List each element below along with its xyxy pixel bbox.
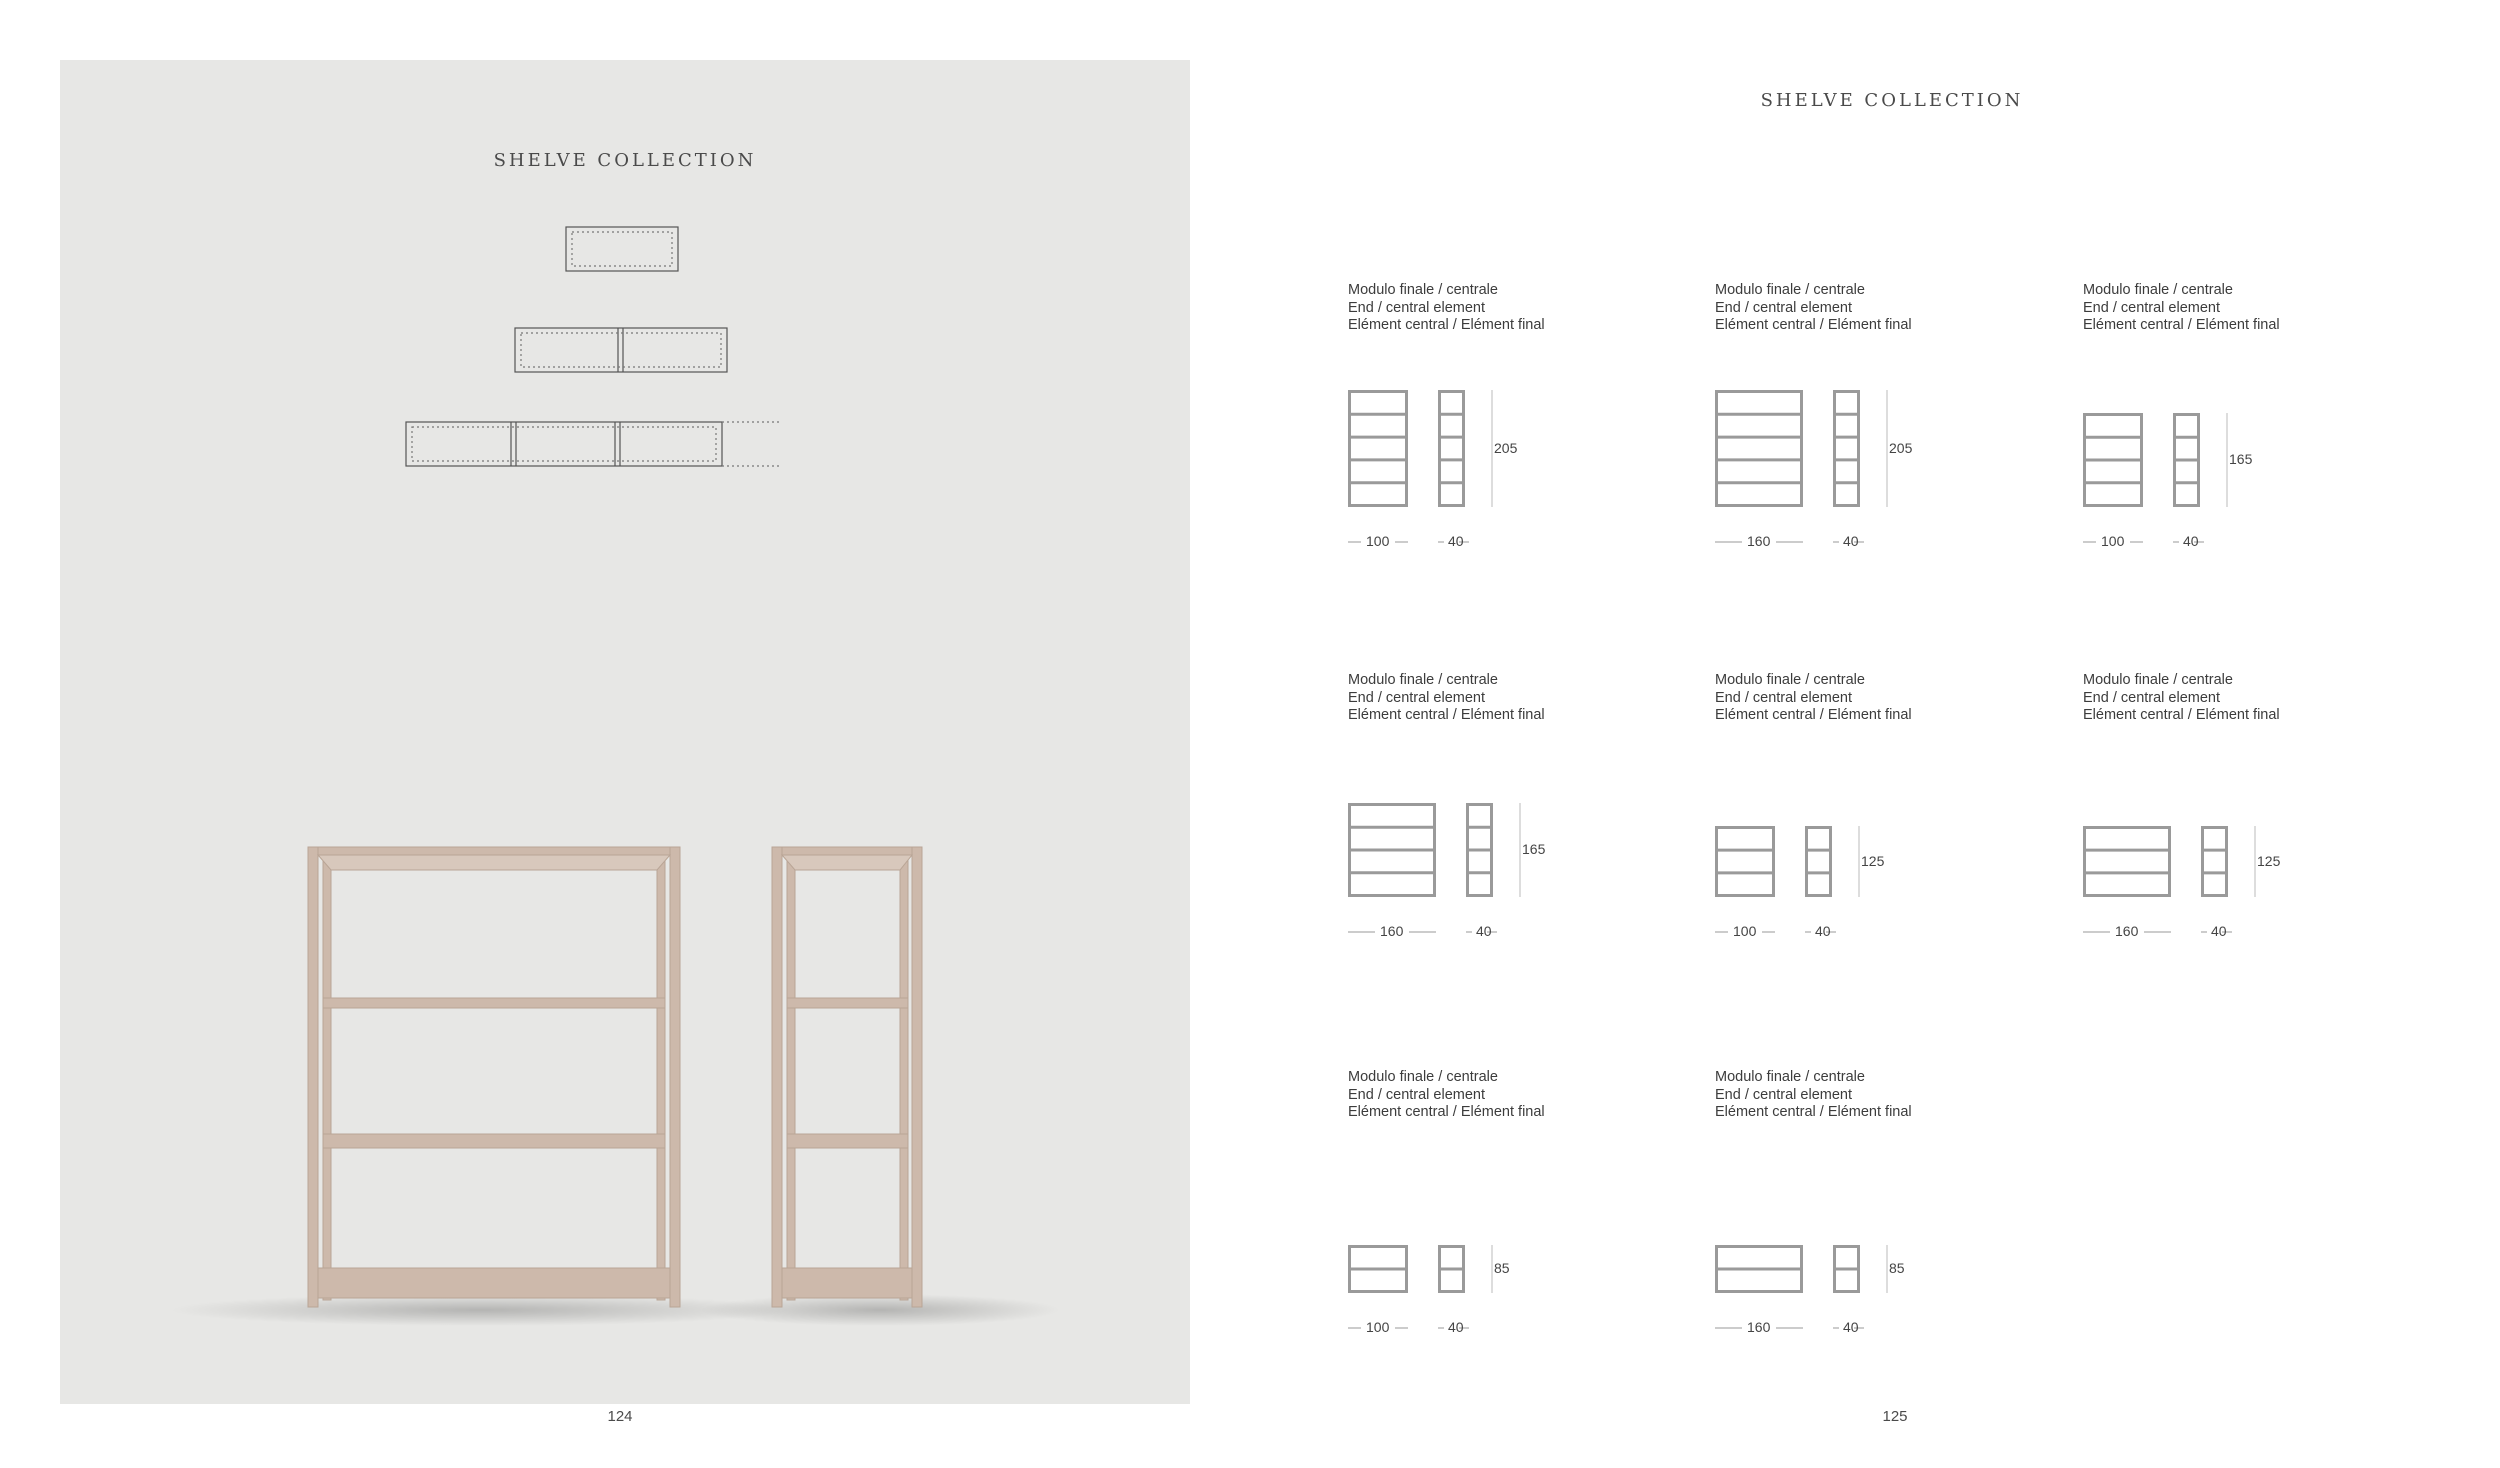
front-view-drawing [1715, 1245, 1803, 1293]
module-drawing [1715, 1245, 1975, 1303]
front-view-drawing [1348, 390, 1408, 507]
left-page-number: 124 [607, 1408, 633, 1425]
module-label-line1: Modulo finale / centrale [1348, 1069, 1498, 1085]
module-label-line1: Modulo finale / centrale [2083, 672, 2233, 688]
module-label-line1: Modulo finale / centrale [1348, 282, 1498, 298]
module-width-value: 160 [2115, 923, 2139, 939]
module-label-line1: Modulo finale / centrale [1715, 282, 1865, 298]
module-depth-value: 40 [2211, 923, 2227, 939]
module-depth-value: 40 [1448, 1319, 1464, 1335]
module-width-value: 160 [1747, 1319, 1771, 1335]
shelf-product-render [60, 60, 1190, 1404]
right-page-number: 125 [1882, 1408, 1908, 1425]
module-label-line2: End / central element [2083, 689, 2221, 706]
module-depth-value: 40 [1843, 533, 1859, 549]
side-view-drawing [1438, 1245, 1465, 1293]
module-label [1348, 282, 1545, 335]
module-width-value: 160 [1380, 923, 1404, 939]
module-height-value: 85 [1494, 1260, 1510, 1276]
module-drawing [1715, 826, 1975, 907]
module-height-value: 125 [1861, 852, 1885, 869]
module-width-value: 160 [1747, 533, 1771, 549]
side-view-drawing [2201, 826, 2228, 897]
module-drawing [1348, 1245, 1608, 1303]
module-height-value: 165 [2229, 451, 2253, 467]
side-view-drawing [1833, 1245, 1860, 1293]
front-view-drawing [1348, 1245, 1408, 1293]
module-label [2083, 282, 2280, 335]
module-label-line3: Elément central / Elément final [1715, 707, 1912, 723]
module-height-value: 165 [1522, 841, 1546, 857]
module-label-line2: End / central element [1715, 1086, 1853, 1103]
front-view-drawing [1715, 826, 1775, 897]
module-label-line3: Elément central / Elément final [1348, 707, 1545, 723]
module-label-line2: End / central element [1715, 689, 1853, 706]
module-label-line2: End / central element [1348, 689, 1486, 706]
module-label [1715, 1069, 1912, 1122]
front-view-drawing [1715, 390, 1803, 507]
module-depth-value: 40 [1476, 923, 1492, 939]
front-view-drawing [2083, 826, 2171, 897]
module-width-value: 100 [2101, 533, 2125, 549]
module-label-line3: Elément central / Elément final [1715, 317, 1912, 333]
module-height-value: 205 [1494, 439, 1518, 456]
module-drawing [1348, 803, 1608, 907]
module-label-line3: Elément central / Elément final [1348, 1104, 1545, 1120]
left-page-panel [60, 60, 1190, 1404]
module-label [1715, 282, 1912, 335]
module-label-line3: Elément central / Elément final [1715, 1104, 1912, 1120]
side-view-drawing [1833, 390, 1860, 507]
module-label-line1: Modulo finale / centrale [1348, 672, 1498, 688]
module-drawing [1715, 390, 1975, 517]
side-view-drawing [2173, 413, 2200, 507]
module-width-value: 100 [1366, 533, 1390, 549]
module-label [2083, 672, 2280, 725]
module-label-line3: Elément central / Elément final [1348, 317, 1545, 333]
side-view-drawing [1466, 803, 1493, 897]
module-width-value: 100 [1366, 1319, 1390, 1335]
side-view-drawing [1805, 826, 1832, 897]
module-depth-value: 40 [1448, 533, 1464, 549]
module-label-line2: End / central element [1715, 299, 1853, 316]
module-depth-value: 40 [1843, 1319, 1859, 1335]
module-label-line3: Elément central / Elément final [2083, 317, 2280, 333]
module-label-line1: Modulo finale / centrale [1715, 1069, 1865, 1085]
module-label-line1: Modulo finale / centrale [2083, 282, 2233, 298]
left-page-title: SHELVE COLLECTION [493, 150, 757, 171]
module-width-value: 100 [1733, 923, 1757, 939]
side-view-drawing [1438, 390, 1465, 507]
module-drawing [2083, 413, 2343, 517]
front-view-drawing [1348, 803, 1436, 897]
right-page-title: SHELVE COLLECTION [1760, 90, 2024, 111]
module-label [1715, 672, 1912, 725]
module-label-line2: End / central element [1348, 1086, 1486, 1103]
front-view-drawing [2083, 413, 2143, 507]
module-depth-value: 40 [2183, 533, 2199, 549]
module-label-line2: End / central element [2083, 299, 2221, 316]
module-label-line3: Elément central / Elément final [2083, 707, 2280, 723]
module-height-value: 205 [1889, 439, 1913, 456]
module-height-value: 85 [1889, 1260, 1905, 1276]
module-label-line1: Modulo finale / centrale [1715, 672, 1865, 688]
module-drawing [2083, 826, 2343, 907]
module-label [1348, 672, 1545, 725]
module-label-line2: End / central element [1348, 299, 1486, 316]
module-label [1348, 1069, 1545, 1122]
module-height-value: 125 [2257, 852, 2281, 869]
module-drawing [1348, 390, 1608, 517]
module-depth-value: 40 [1815, 923, 1831, 939]
